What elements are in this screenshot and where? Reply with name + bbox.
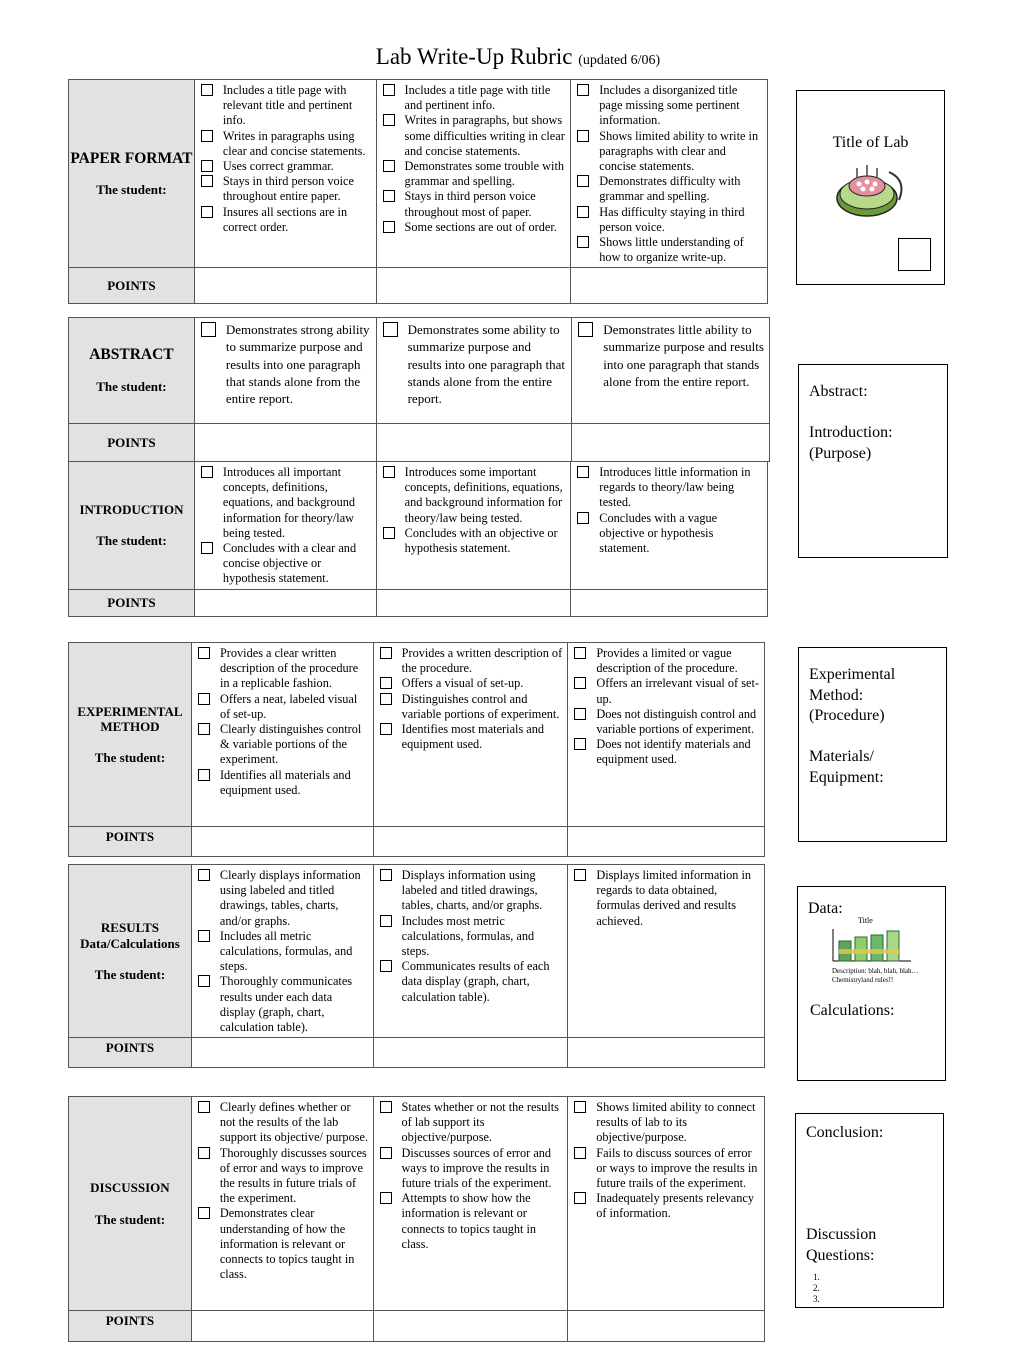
checkbox[interactable]	[380, 1147, 392, 1159]
points-cell[interactable]	[191, 827, 373, 857]
criterion-text: Includes most metric calculations, formulas, and steps.	[401, 913, 535, 959]
criterion-item	[577, 174, 763, 204]
criterion-item	[201, 83, 372, 129]
criterion-text: Displays information using labeled and titled drawings, tables, charts, and/or graphs.	[401, 868, 543, 913]
points-cell[interactable]	[373, 827, 568, 857]
criterion-item	[201, 129, 372, 159]
points-cell[interactable]	[376, 589, 571, 616]
criterion-item	[578, 321, 765, 390]
bar-chart-icon	[831, 927, 913, 963]
checkbox[interactable]	[574, 1101, 586, 1113]
criterion-text: Concludes with a vague objective or hypothesis statement.	[599, 510, 718, 556]
criterion-text: States whether or not the results of lab support its objective/purpose.	[401, 1100, 559, 1145]
checkbox[interactable]	[198, 723, 210, 735]
criterion-text: Demonstrates difficulty with grammar and spelling.	[599, 174, 741, 204]
criterion-item	[380, 722, 564, 752]
criterion-item	[574, 707, 760, 737]
criterion-item	[198, 646, 369, 692]
criterion-text: Includes all metric calculations, formulas, and steps.	[219, 928, 353, 974]
criterion-item	[198, 974, 369, 1035]
criterion-item	[380, 1146, 564, 1192]
checkbox[interactable]	[574, 677, 586, 689]
criterion-item	[198, 768, 369, 798]
checkbox[interactable]	[198, 1207, 210, 1219]
criterion-item	[198, 692, 369, 722]
criterion-text: Introduces some important concepts, definitions, equations, and background information for theory/law being tested.	[404, 465, 563, 525]
points-cell[interactable]	[194, 424, 376, 462]
criterion-item	[380, 1191, 564, 1252]
checkbox[interactable]	[198, 693, 210, 705]
points-cell[interactable]	[568, 827, 765, 857]
abstract-intro-box: Abstract: Introduction: (Purpose)	[798, 364, 948, 558]
criterion-text: Demonstrates little ability to summarize purpose and results into one paragraph that stands alone from the entire report.	[603, 322, 764, 389]
criterion-text: Stays in third person voice throughout entire paper.	[222, 174, 354, 204]
checkbox[interactable]	[198, 1147, 210, 1159]
criterion-item	[380, 959, 564, 1005]
checkbox[interactable]	[578, 322, 593, 337]
points-cell[interactable]	[376, 424, 572, 462]
checkbox[interactable]	[198, 647, 210, 659]
criterion-item	[380, 646, 564, 676]
criterion-item	[577, 205, 763, 235]
checkbox[interactable]	[380, 1192, 392, 1204]
criterion-text: Demonstrates clear understanding of how the information is relevant or connects to topics taught in class.	[219, 1206, 355, 1282]
criterion-item	[380, 1100, 564, 1146]
conclusion-box: Conclusion: Discussion Questions: 1. 2. 3.	[795, 1113, 944, 1308]
points-cell[interactable]	[373, 1038, 568, 1068]
criterion-text: Includes a title page with relevant title and pertinent info.	[222, 83, 353, 128]
criterion-text: Provides a limited or vague description of the procedure.	[596, 646, 738, 676]
section-label: EXPERIMENTAL METHOD	[77, 703, 183, 734]
checkbox[interactable]	[201, 130, 213, 142]
checkbox[interactable]	[198, 1101, 210, 1113]
criterion-item	[577, 465, 763, 511]
criterion-text: Attempts to show how the information is relevant or connects to topics taught in class.	[401, 1191, 537, 1251]
cake-icon	[829, 160, 913, 222]
criterion-item	[574, 737, 760, 767]
criterion-text: Thoroughly discusses sources of error and ways to improve the results in future trials of the experiment.	[219, 1145, 367, 1206]
criterion-item	[198, 1146, 369, 1207]
criterion-text: Provides a written description of the procedure.	[401, 646, 563, 676]
criterion-text: Identifies most materials and equipment used.	[401, 722, 545, 752]
criterion-item	[201, 541, 372, 587]
checkbox[interactable]	[198, 769, 210, 781]
criterion-item	[383, 189, 567, 219]
criterion-text: Communicates results of each data display (graph, chart, calculation table).	[401, 959, 550, 1004]
criterion-item	[574, 868, 760, 929]
points-label: POINTS	[69, 827, 192, 857]
paper-format-section: PAPER FORMAT The student: Includes a title page with relevant title and pertinent info. Writes in paragraphs using clear and concise statements. Uses correct grammar. Stays in third person voice throughout entire paper. Insures all sections are in correct order. Includes a title page with title and pertinent info. Writes in paragraphs, but shows some difficulties writing in clear and concise statements. Demonstrates some trouble with grammar and spelling. Stays in third person voice throughout most of paper. Some sections are out of order. Includes a disorganized title page missing some pertinent information. Shows limited ability to write in paragraphs with clear and concise statements. Demonstrates difficulty with grammar and spelling. Has difficulty staying in third person voice. Shows little understanding of how to organize write-up. POINTS	[68, 79, 768, 304]
list-item	[822, 1272, 876, 1283]
points-label: POINTS	[69, 268, 195, 304]
list-item	[822, 1283, 876, 1294]
criterion-text: Demonstrates some ability to summarize purpose and results into one paragraph that stands alone from the entire report.	[407, 322, 565, 407]
criterion-text: Identifies all materials and equipment used.	[219, 767, 351, 797]
criterion-text: Concludes with an objective or hypothesis statement.	[404, 525, 558, 556]
checkbox[interactable]	[577, 466, 589, 478]
checkbox[interactable]	[201, 206, 213, 218]
criterion-item	[380, 868, 564, 914]
checkbox[interactable]	[201, 466, 213, 478]
checkbox[interactable]	[898, 238, 931, 271]
criterion-text: Includes a title page with title and pertinent info.	[404, 83, 551, 113]
criterion-text: Provides a clear written description of the procedure in a replicable fashion.	[219, 646, 359, 691]
checkbox[interactable]	[198, 975, 210, 987]
criterion-item	[577, 235, 763, 265]
criterion-text: Insures all sections are in correct order.	[222, 204, 348, 234]
discussion-section: DISCUSSION The student: Clearly defines whether or not the results of the lab support its objective/ purpose. Thoroughly discusses sources of error and ways to improve the results in future trials of the experiment. Demonstrates clear understanding of how the information is relevant or connects to topics taught in class. States whether or not the results of lab support its objective/purpose. Discusses sources of error and ways to improve the results in future trials of the experiment. Attempts to show how the information is relevant or connects to topics taught in class. Shows limited ability to connect results of lab to its objective/purpose. Fails to discuss sources of error or ways to improve the results in future trails of the experiment. Inadequately presents relevancy of information. POINTS	[68, 1096, 765, 1342]
criterion-item	[198, 868, 369, 929]
criterion-item	[383, 220, 567, 235]
criterion-item	[201, 205, 372, 235]
checkbox[interactable]	[380, 1101, 392, 1113]
checkbox[interactable]	[577, 175, 589, 187]
criterion-item	[383, 113, 567, 159]
points-cell[interactable]	[191, 1038, 373, 1068]
experimental-method-section: EXPERIMENTAL METHOD The student: Provides a clear written description of the procedure in a replicable fashion. Offers a neat, labeled visual of set-up. Clearly distinguishes control & variable portions of the experiment. Identifies all materials and equipment used. Provides a written description of the procedure. Offers a visual of set-up. Distinguishes control and variable portions of experiment. Identifies most materials and equipment used. Provides a limited or vague description of the procedure. Offers an irrelevant visual of set-up. Does not distinguish control and variable portions of experiment. Does not identify materials and equipment used. POINTS	[68, 642, 765, 857]
points-cell[interactable]	[376, 268, 571, 304]
criterion-item	[380, 676, 564, 691]
points-cell[interactable]	[571, 268, 768, 304]
criterion-item	[574, 1191, 760, 1221]
checkbox[interactable]	[383, 114, 395, 126]
title-of-lab-box: Title of Lab	[796, 90, 945, 285]
criterion-text: Uses correct grammar.	[222, 159, 334, 174]
criterion-text: Discusses sources of error and ways to improve the results in future trials of the experiment.	[401, 1145, 552, 1191]
criterion-item	[380, 692, 564, 722]
data-box: Data: Title Description: blah, blah, blah… Chemistryland rules!! Calculations:	[797, 886, 946, 1081]
criterion-text: Does not distinguish control and variable portions of experiment.	[596, 706, 757, 737]
criterion-item	[383, 526, 567, 556]
points-cell[interactable]	[373, 1311, 568, 1342]
checkbox[interactable]	[574, 1192, 586, 1204]
points-cell[interactable]	[191, 1311, 373, 1342]
criterion-item	[198, 929, 369, 975]
criterion-text: Inadequately presents relevancy of information.	[596, 1191, 754, 1221]
checkbox[interactable]	[380, 677, 392, 689]
criterion-text: Does not identify materials and equipment used.	[596, 737, 751, 767]
checkbox[interactable]	[383, 322, 398, 337]
criterion-text: Some sections are out of order.	[404, 219, 557, 234]
section-label: PAPER FORMAT	[70, 149, 193, 167]
points-cell[interactable]	[194, 589, 376, 616]
section-label: DISCUSSION	[90, 1180, 170, 1196]
checkbox[interactable]	[383, 190, 395, 202]
criterion-item	[574, 1146, 760, 1192]
criterion-item	[201, 465, 372, 541]
checkbox[interactable]	[201, 175, 213, 187]
criterion-text: Thoroughly communicates results under each data display (graph, chart, calculation table).	[219, 974, 353, 1035]
criterion-text: Shows little understanding of how to organize write-up.	[599, 235, 744, 265]
checkbox[interactable]	[201, 542, 213, 554]
checkbox[interactable]	[383, 527, 395, 539]
checkbox[interactable]	[380, 915, 392, 927]
criterion-item	[201, 321, 372, 407]
criterion-text: Introduces little information in regards to theory/law being tested.	[599, 465, 751, 510]
criterion-text: Clearly defines whether or not the results of the lab support its objective/ purpose.	[219, 1100, 369, 1145]
checkbox[interactable]	[201, 322, 216, 337]
criterion-text: Concludes with a clear and concise objective or hypothesis statement.	[222, 541, 357, 586]
criterion-item	[577, 83, 763, 129]
checkbox[interactable]	[574, 869, 586, 881]
checkbox[interactable]	[574, 1147, 586, 1159]
points-cell[interactable]	[568, 1038, 765, 1068]
criterion-item	[574, 676, 760, 706]
criterion-item	[383, 465, 567, 526]
criterion-text: Includes a disorganized title page missing some pertinent information.	[599, 83, 740, 128]
criterion-item	[577, 511, 763, 557]
criterion-item	[198, 722, 369, 768]
section-label: RESULTS	[100, 920, 159, 936]
checkbox[interactable]	[574, 708, 586, 720]
checkbox[interactable]	[380, 693, 392, 705]
criterion-text: Shows limited ability to write in paragraphs with clear and concise statements.	[599, 128, 759, 174]
criterion-item	[577, 129, 763, 175]
points-cell[interactable]	[194, 268, 376, 304]
points-label: POINTS	[69, 1038, 192, 1068]
checkbox[interactable]	[574, 738, 586, 750]
criterion-text: Shows limited ability to connect results of lab to its objective/purpose.	[596, 1100, 756, 1145]
criterion-text: Displays limited information in regards to data obtained, formulas derived and results achieved.	[596, 868, 752, 928]
criterion-text: Fails to discuss sources of error or ways to improve the results in future trails of the experiment.	[596, 1145, 758, 1191]
page-title: Lab Write-Up Rubric (updated 6/06)	[375, 44, 661, 69]
checkbox[interactable]	[380, 869, 392, 881]
points-label: POINTS	[69, 424, 195, 462]
criterion-item	[380, 914, 564, 960]
checkbox[interactable]	[201, 84, 213, 96]
criterion-item	[574, 646, 760, 676]
points-cell[interactable]	[568, 1311, 765, 1342]
criterion-item	[383, 159, 567, 189]
checkbox[interactable]	[577, 206, 589, 218]
points-label: POINTS	[69, 589, 195, 616]
checkbox[interactable]	[577, 236, 589, 248]
criterion-text: Offers an irrelevant visual of set-up.	[596, 676, 759, 706]
criterion-text: Offers a neat, labeled visual of set-up.	[219, 691, 358, 721]
points-cell[interactable]	[572, 424, 770, 462]
criterion-text: Writes in paragraphs using clear and concise statements.	[222, 128, 366, 158]
criterion-text: Introduces all important concepts, definitions, equations, and background information for theory/law being tested.	[222, 465, 356, 540]
checkbox[interactable]	[577, 84, 589, 96]
criterion-text: Offers a visual of set-up.	[401, 676, 524, 691]
introduction-section: INTRODUCTION The student: Introduces all important concepts, definitions, equations, and background information for theory/law being tested. Concludes with a clear and concise objective or hypothesis statement. Introduces some important concepts, definitions, equations, and background information for theory/law being tested. Concludes with an objective or hypothesis statement. Introduces little information in regards to theory/law being tested. Concludes with a vague objective or hypothesis statement. POINTS	[68, 461, 768, 617]
criterion-text: Stays in third person voice throughout most of paper.	[404, 189, 536, 219]
points-cell[interactable]	[571, 589, 768, 616]
abstract-section: ABSTRACT The student: Demonstrates strong ability to summarize purpose and results into one paragraph that stands alone from the entire report. Demonstrates some ability to summarize purpose and results into one paragraph that stands alone from the entire report. Demonstrates little ability to summarize purpose and results into one paragraph that stands alone from the entire report. POINTS	[68, 317, 770, 462]
criterion-text: Clearly distinguishes control & variable portions of the experiment.	[219, 722, 362, 767]
criterion-text: Writes in paragraphs, but shows some difficulties writing in clear and concise statements.	[404, 113, 565, 158]
criterion-item	[198, 1100, 369, 1146]
checkbox[interactable]	[383, 466, 395, 478]
criterion-item	[574, 1100, 760, 1146]
checkbox[interactable]	[198, 869, 210, 881]
checkbox[interactable]	[380, 723, 392, 735]
criterion-item	[201, 174, 372, 204]
checkbox[interactable]	[383, 84, 395, 96]
method-box: Experimental Method: (Procedure) Materials/ Equipment:	[798, 647, 947, 842]
criterion-item	[198, 1206, 369, 1282]
criterion-text: Has difficulty staying in third person voice.	[599, 204, 745, 234]
discussion-questions-list	[806, 1272, 876, 1305]
checkbox[interactable]	[198, 930, 210, 942]
checkbox[interactable]	[574, 647, 586, 659]
section-label: ABSTRACT	[89, 346, 174, 364]
checkbox[interactable]	[577, 130, 589, 142]
criterion-item	[383, 321, 568, 407]
criterion-text: Clearly displays information using labeled and titled drawings, tables, charts, and/or graphs.	[219, 868, 361, 928]
section-label: INTRODUCTION	[79, 502, 184, 518]
criterion-text: Demonstrates some trouble with grammar and spelling.	[404, 159, 565, 189]
criterion-text: Demonstrates strong ability to summarize purpose and results into one paragraph that stands alone from the entire report.	[225, 322, 370, 407]
checkbox[interactable]	[201, 160, 213, 172]
list-item	[822, 1294, 876, 1305]
criterion-text: Distinguishes control and variable portions of experiment.	[401, 691, 560, 721]
criterion-item	[201, 159, 372, 174]
checkbox[interactable]	[380, 960, 392, 972]
results-section: RESULTS Data/Calculations The student: Clearly displays information using labeled and titled drawings, tables, charts, and/or graphs. Includes all metric calculations, formulas, and steps. Thoroughly communicates results under each data display (graph, chart, calculation table). Displays information using labeled and titled drawings, tables, charts, and/or graphs. Includes most metric calculations, formulas, and steps. Communicates results of each data display (graph, chart, calculation table). Displays limited information in regards to data obtained, formulas derived and results achieved. POINTS	[68, 864, 765, 1068]
checkbox[interactable]	[380, 647, 392, 659]
checkbox[interactable]	[383, 221, 395, 233]
criterion-item	[383, 83, 567, 113]
checkbox[interactable]	[383, 160, 395, 172]
checkbox[interactable]	[577, 512, 589, 524]
points-label: POINTS	[69, 1311, 192, 1342]
